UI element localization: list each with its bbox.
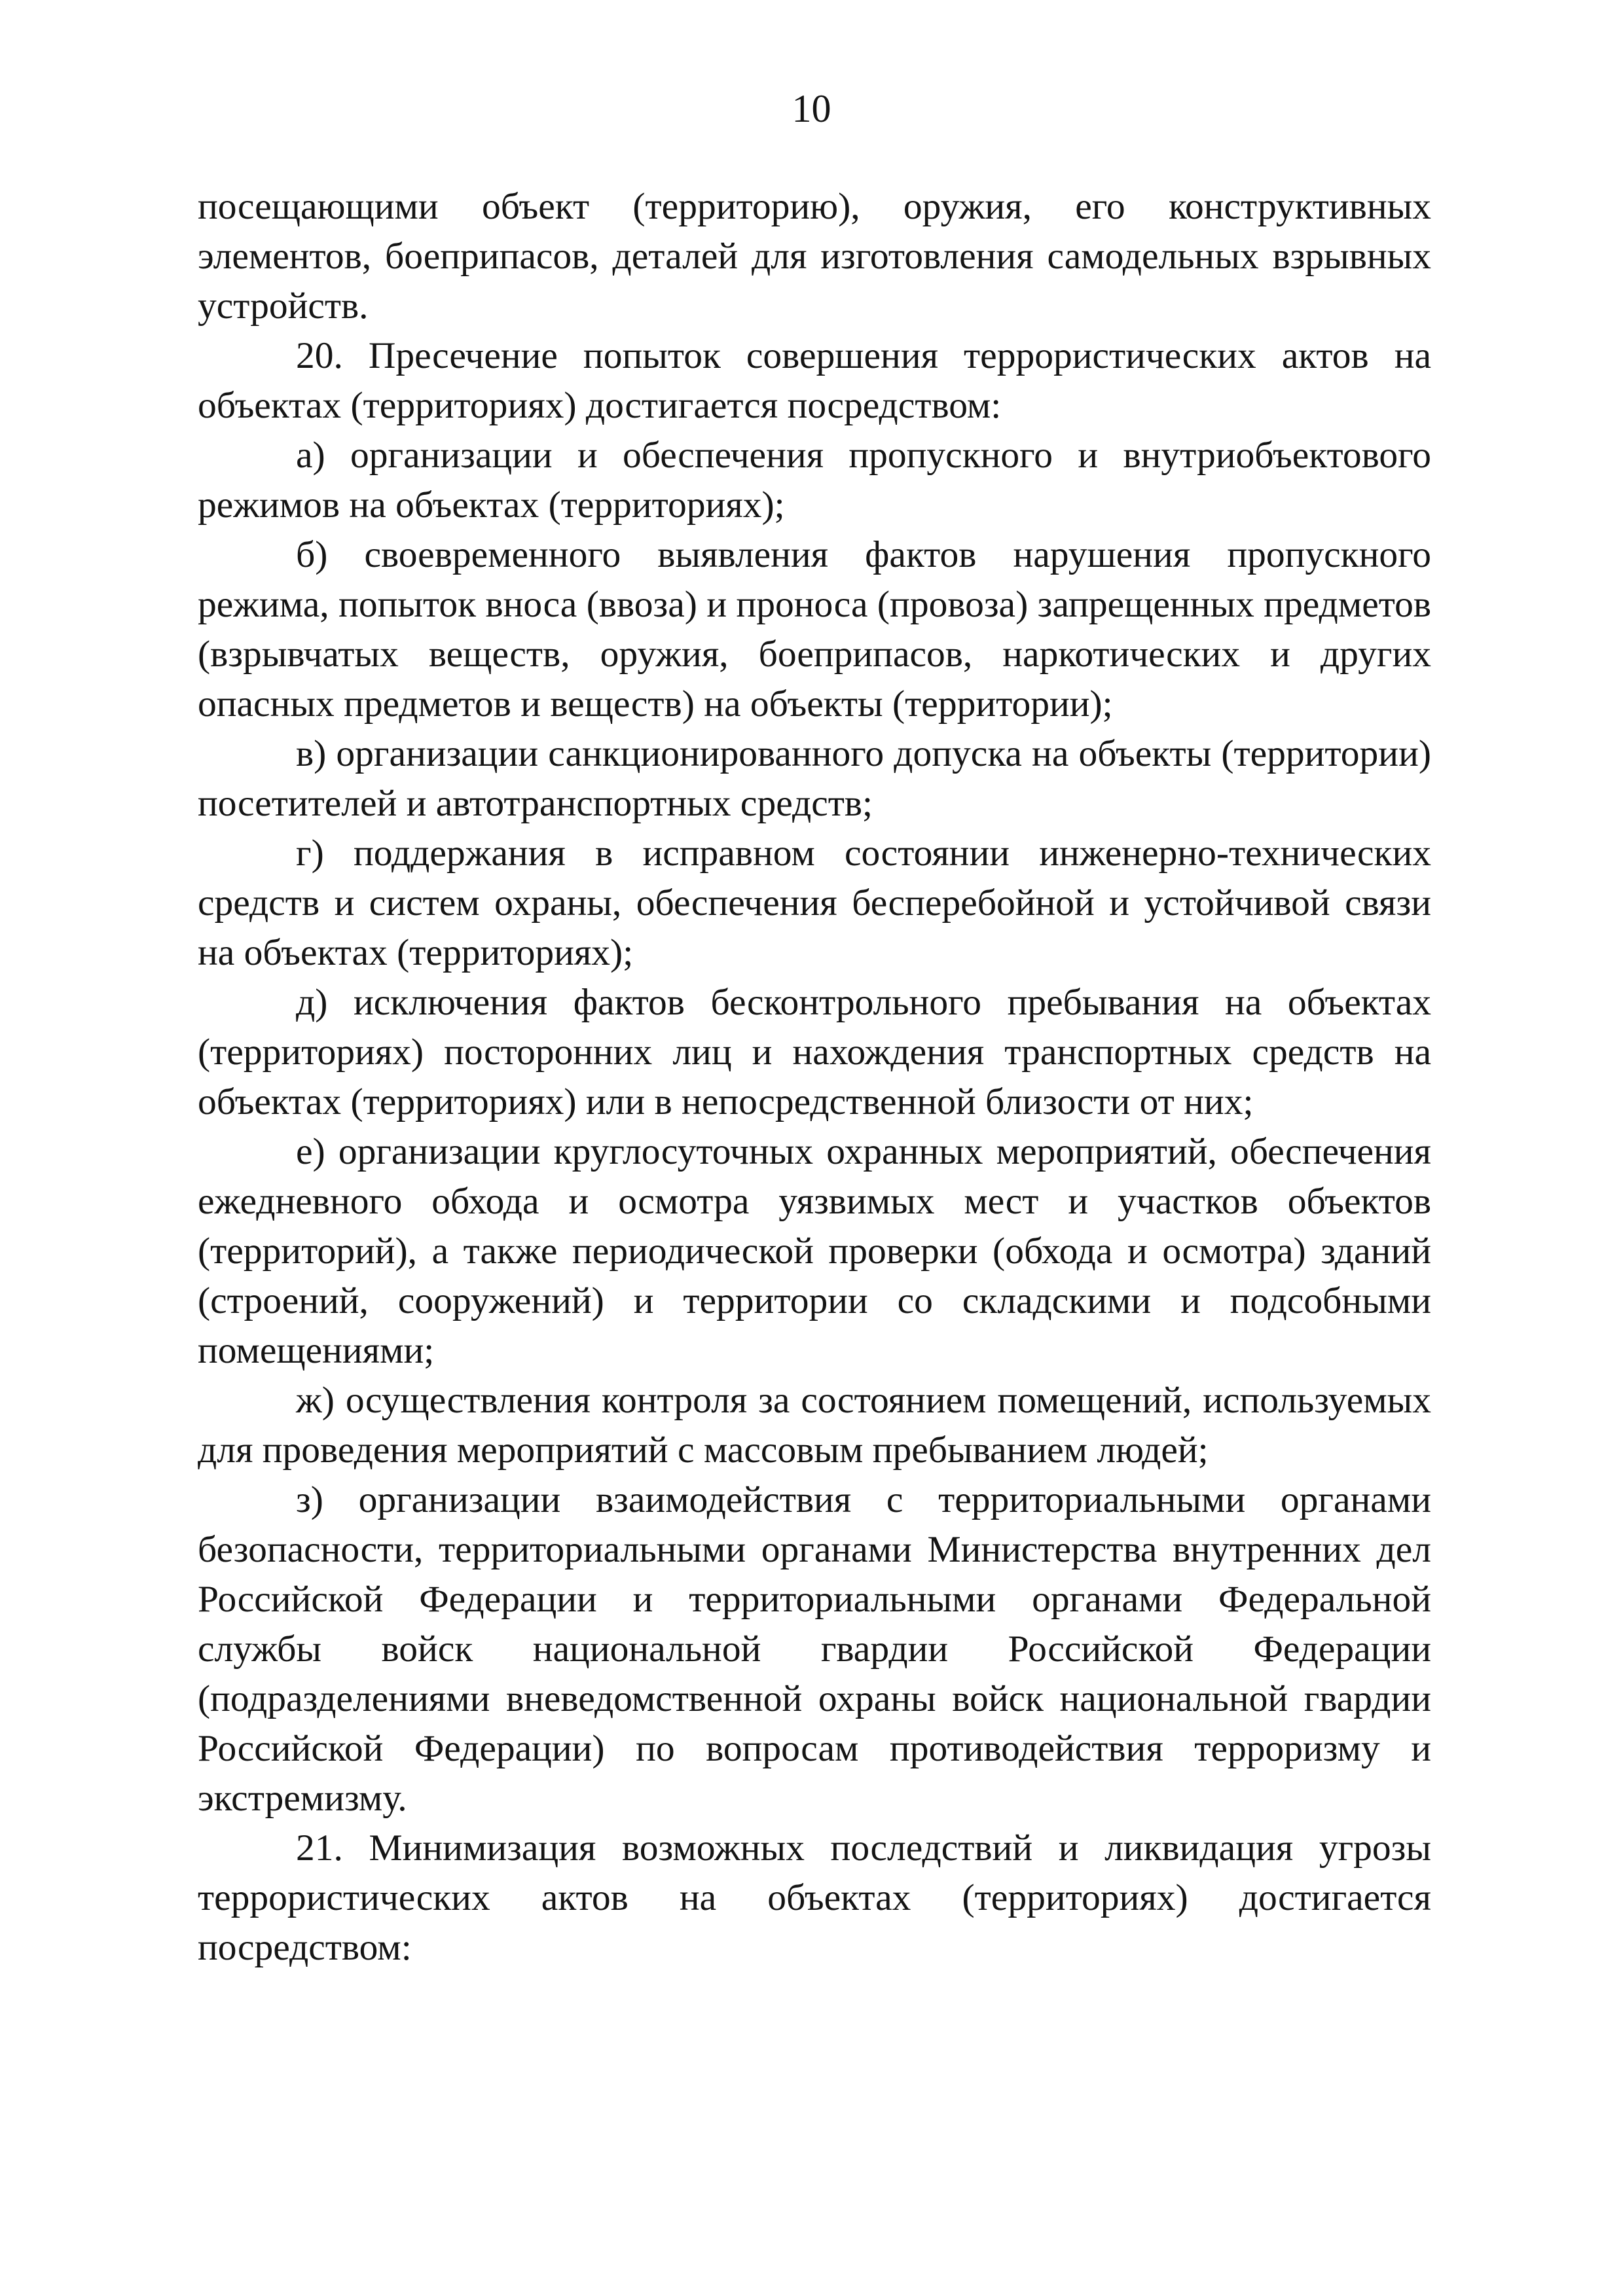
paragraph-subitem-a: а) организации и обеспечения пропускного и внутриобъектового режимов на объектах (территориях);: [198, 435, 1431, 526]
paragraph-subitem-z: з) организации взаимодействия с территориальными органами безопасности, территориальными органами Министерства внутренних дел Российской Федерации и территориальными органами Федеральной службы войск национальной гвардии Российской Федерации (подразделениями вневедомственной охраны войск национальной гвардии Российской Федерации) по вопросам противодействия терроризму и экстремизму.: [198, 1479, 1431, 1819]
page-number: 10: [792, 87, 831, 130]
paragraph-subitem-zh: ж) осуществления контроля за состоянием помещений, используемых для проведения мероприятий с массовым пребыванием людей;: [198, 1380, 1431, 1471]
paragraph-subitem-e: е) организации круглосуточных охранных мероприятий, обеспечения ежедневного обхода и осмотра уязвимых мест и участков объектов (территорий), а также периодической проверки (обхода и осмотра) зданий (строений, сооружений) и территории со складскими и подсобными помещениями;: [198, 1131, 1431, 1371]
paragraph-subitem-v: в) организации санкционированного допуска на объекты (территории) посетителей и автотранспортных средств;: [198, 733, 1431, 824]
paragraph-subitem-d: д) исключения фактов бесконтрольного пребывания на объектах (территориях) посторонних лиц и нахождения транспортных средств на объектах (территориях) или в непосредственной близости от них;: [198, 982, 1431, 1122]
paragraph-item-20: 20. Пресечение попыток совершения террористических актов на объектах (территориях) достигается посредством:: [198, 335, 1431, 426]
paragraph-subitem-g: г) поддержания в исправном состоянии инженерно-технических средств и систем охраны, обеспечения бесперебойной и устойчивой связи на объектах (территориях);: [198, 833, 1431, 973]
paragraph-subitem-b: б) своевременного выявления фактов нарушения пропускного режима, попыток вноса (ввоза) и проноса (провоза) запрещенных предметов (взрывчатых веществ, оружия, боеприпасов, наркотических и других опасных предметов и веществ) на объекты (территории);: [198, 534, 1431, 725]
paragraph-continuation: посещающими объект (территорию), оружия, его конструктивных элементов, боеприпасов, деталей для изготовления самодельных взрывных устройств.: [198, 186, 1431, 327]
document-body: [198, 182, 1431, 1973]
paragraph-item-21: 21. Минимизация возможных последствий и ликвидация угрозы террористических актов на объектах (территориях) достигается посредством:: [198, 1827, 1431, 1968]
